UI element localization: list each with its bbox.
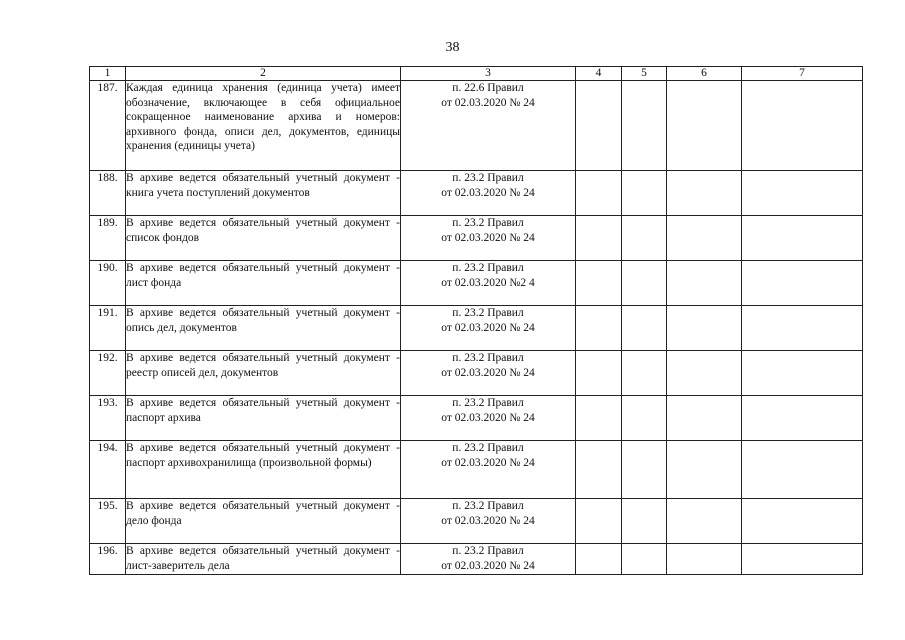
- requirement-text: В архиве ведется обязательный учетный документ - лист фонда: [126, 261, 401, 306]
- reference-clause: п. 22.6 Правил: [452, 82, 524, 94]
- cell-col6: [667, 441, 742, 499]
- regulation-reference: [401, 441, 576, 499]
- cell-col6: [667, 261, 742, 306]
- reference-date: от 02.03.2020 № 24: [441, 231, 535, 244]
- cell-col6: [667, 544, 742, 575]
- cell-col6: [667, 396, 742, 441]
- requirement-text: В архиве ведется обязательный учетный документ - опись дел, документов: [126, 306, 401, 351]
- column-header-3: 3: [401, 67, 576, 81]
- cell-col5: [622, 81, 667, 171]
- cell-col4: [576, 81, 622, 171]
- table-row: [90, 441, 863, 499]
- regulation-reference: [401, 306, 576, 351]
- column-header-6: 6: [667, 67, 742, 81]
- cell-col6: [667, 81, 742, 171]
- column-header-7: 7: [742, 67, 863, 81]
- cell-col5: [622, 499, 667, 544]
- reference-clause: п. 23.2 Правил: [452, 262, 524, 274]
- reference-date: от 02.03.2020 № 24: [441, 559, 535, 572]
- reference-clause: п. 23.2 Правил: [452, 442, 524, 454]
- cell-col7: [742, 261, 863, 306]
- column-header-4: 4: [576, 67, 622, 81]
- cell-col5: [622, 396, 667, 441]
- reference-clause: п. 23.2 Правил: [452, 307, 524, 319]
- table-row: [90, 499, 863, 544]
- regulation-reference: [401, 396, 576, 441]
- reference-date: от 02.03.2020 № 24: [441, 186, 535, 199]
- regulation-reference: [401, 544, 576, 575]
- table-row: [90, 216, 863, 261]
- cell-col4: [576, 216, 622, 261]
- table-row: [90, 396, 863, 441]
- row-number: 190.: [90, 261, 126, 306]
- requirement-text: В архиве ведется обязательный учетный документ - книга учета поступлений документов: [126, 171, 401, 216]
- reference-clause: п. 23.2 Правил: [452, 352, 524, 364]
- regulation-reference: [401, 216, 576, 261]
- row-number: 194.: [90, 441, 126, 499]
- cell-col7: [742, 171, 863, 216]
- cell-col5: [622, 306, 667, 351]
- cell-col7: [742, 306, 863, 351]
- table-row: [90, 306, 863, 351]
- row-number: 188.: [90, 171, 126, 216]
- column-header-5: 5: [622, 67, 667, 81]
- row-number: 189.: [90, 216, 126, 261]
- regulation-reference: [401, 261, 576, 306]
- table-row: [90, 171, 863, 216]
- table-header-row: [90, 67, 863, 81]
- row-number: 191.: [90, 306, 126, 351]
- reference-date: от 02.03.2020 № 24: [441, 321, 535, 334]
- table-row: [90, 544, 863, 575]
- reference-clause: п. 23.2 Правил: [452, 217, 524, 229]
- reference-clause: п. 23.2 Правил: [452, 172, 524, 184]
- row-number: 192.: [90, 351, 126, 396]
- cell-col5: [622, 261, 667, 306]
- reference-date: от 02.03.2020 № 24: [441, 411, 535, 424]
- requirement-text: В архиве ведется обязательный учетный документ - список фондов: [126, 216, 401, 261]
- page-number: 38: [445, 40, 460, 55]
- table-row: [90, 261, 863, 306]
- cell-col7: [742, 81, 863, 171]
- cell-col6: [667, 351, 742, 396]
- regulation-reference: [401, 499, 576, 544]
- column-header-1: 1: [90, 67, 126, 81]
- row-number: 187.: [90, 81, 126, 171]
- cell-col4: [576, 261, 622, 306]
- cell-col4: [576, 306, 622, 351]
- cell-col5: [622, 351, 667, 396]
- cell-col7: [742, 351, 863, 396]
- requirement-text: В архиве ведется обязательный учетный документ - паспорт архивохранилища (произвольной формы): [126, 441, 401, 499]
- requirement-text: В архиве ведется обязательный учетный документ - лист-заверитель дела: [126, 544, 401, 575]
- reference-date: от 02.03.2020 №2 4: [441, 276, 535, 289]
- cell-col5: [622, 441, 667, 499]
- cell-col4: [576, 351, 622, 396]
- cell-col6: [667, 216, 742, 261]
- cell-col4: [576, 441, 622, 499]
- cell-col5: [622, 216, 667, 261]
- row-number: 196.: [90, 544, 126, 575]
- cell-col4: [576, 544, 622, 575]
- cell-col5: [622, 171, 667, 216]
- regulation-reference: [401, 351, 576, 396]
- reference-date: от 02.03.2020 № 24: [441, 456, 535, 469]
- regulation-reference: [401, 81, 576, 171]
- requirement-text: Каждая единица хранения (единица учета) имеет обозначение, включающее в себя официальное сокращенное наименование архива и номеров: архивного фонда, описи дел, документов, единицы хранения (единицы учета): [126, 81, 401, 171]
- cell-col7: [742, 441, 863, 499]
- reference-date: от 02.03.2020 № 24: [441, 96, 535, 109]
- cell-col7: [742, 216, 863, 261]
- requirement-text: В архиве ведется обязательный учетный документ - паспорт архива: [126, 396, 401, 441]
- column-header-2: 2: [126, 67, 401, 81]
- cell-col4: [576, 396, 622, 441]
- reference-date: от 02.03.2020 № 24: [441, 514, 535, 527]
- cell-col4: [576, 171, 622, 216]
- cell-col6: [667, 171, 742, 216]
- requirement-text: В архиве ведется обязательный учетный документ - реестр описей дел, документов: [126, 351, 401, 396]
- cell-col4: [576, 499, 622, 544]
- reference-clause: п. 23.2 Правил: [452, 397, 524, 409]
- cell-col6: [667, 499, 742, 544]
- reference-clause: п. 23.2 Правил: [452, 545, 524, 557]
- requirement-text: В архиве ведется обязательный учетный документ - дело фонда: [126, 499, 401, 544]
- table-row: [90, 351, 863, 396]
- cell-col7: [742, 544, 863, 575]
- regulation-reference: [401, 171, 576, 216]
- requirements-table: [89, 66, 863, 575]
- table-row: [90, 81, 863, 171]
- row-number: 193.: [90, 396, 126, 441]
- reference-date: от 02.03.2020 № 24: [441, 366, 535, 379]
- cell-col7: [742, 499, 863, 544]
- row-number: 195.: [90, 499, 126, 544]
- cell-col7: [742, 396, 863, 441]
- reference-clause: п. 23.2 Правил: [452, 500, 524, 512]
- cell-col6: [667, 306, 742, 351]
- cell-col5: [622, 544, 667, 575]
